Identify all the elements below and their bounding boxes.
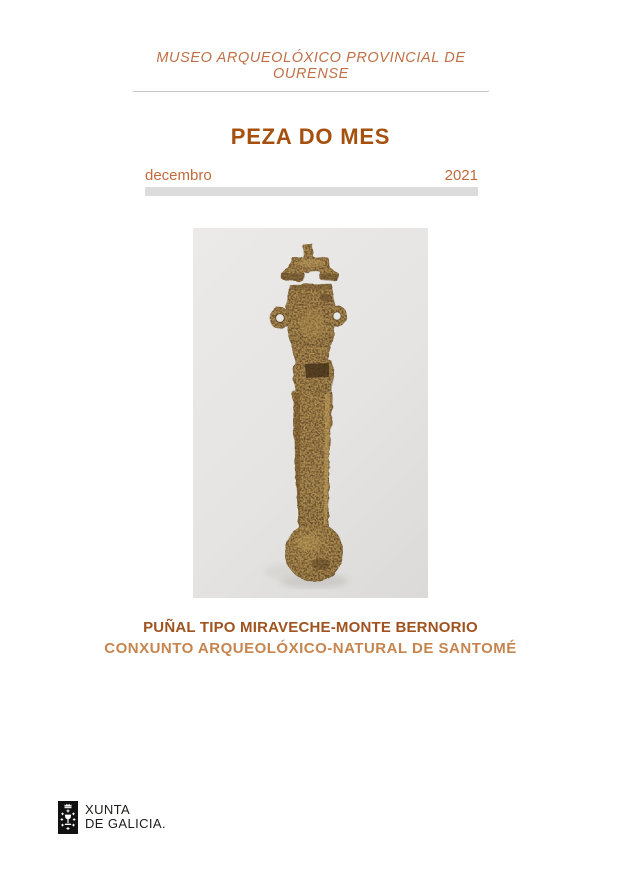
caption-artifact-name: PUÑAL TIPO MIRAVECHE-MONTE BERNORIO	[143, 619, 478, 636]
logo-line-2: DE GALICIA.	[85, 816, 166, 831]
museum-name: MUSEO ARQUEOLÓXICO PROVINCIAL DE OURENSE	[156, 50, 466, 82]
caption-site-name: CONXUNTO ARQUEOLÓXICO-NATURAL DE SANTOMÉ	[104, 640, 517, 657]
museum-header	[133, 50, 489, 92]
dagger-illustration	[193, 228, 428, 598]
xunta-de-galicia-wordmark	[85, 803, 166, 832]
xunta-de-galicia-logo	[58, 800, 166, 834]
issue-month: decembro	[145, 167, 212, 184]
issue-year: 2021	[444, 167, 478, 184]
page-title: PEZA DO MES	[230, 124, 391, 149]
issue-divider-bar	[145, 187, 478, 196]
logo-line-1: XUNTA	[85, 801, 131, 817]
xunta-de-galicia-emblem-icon	[58, 801, 78, 834]
issue-row	[145, 167, 478, 186]
artifact-photo	[193, 228, 428, 598]
